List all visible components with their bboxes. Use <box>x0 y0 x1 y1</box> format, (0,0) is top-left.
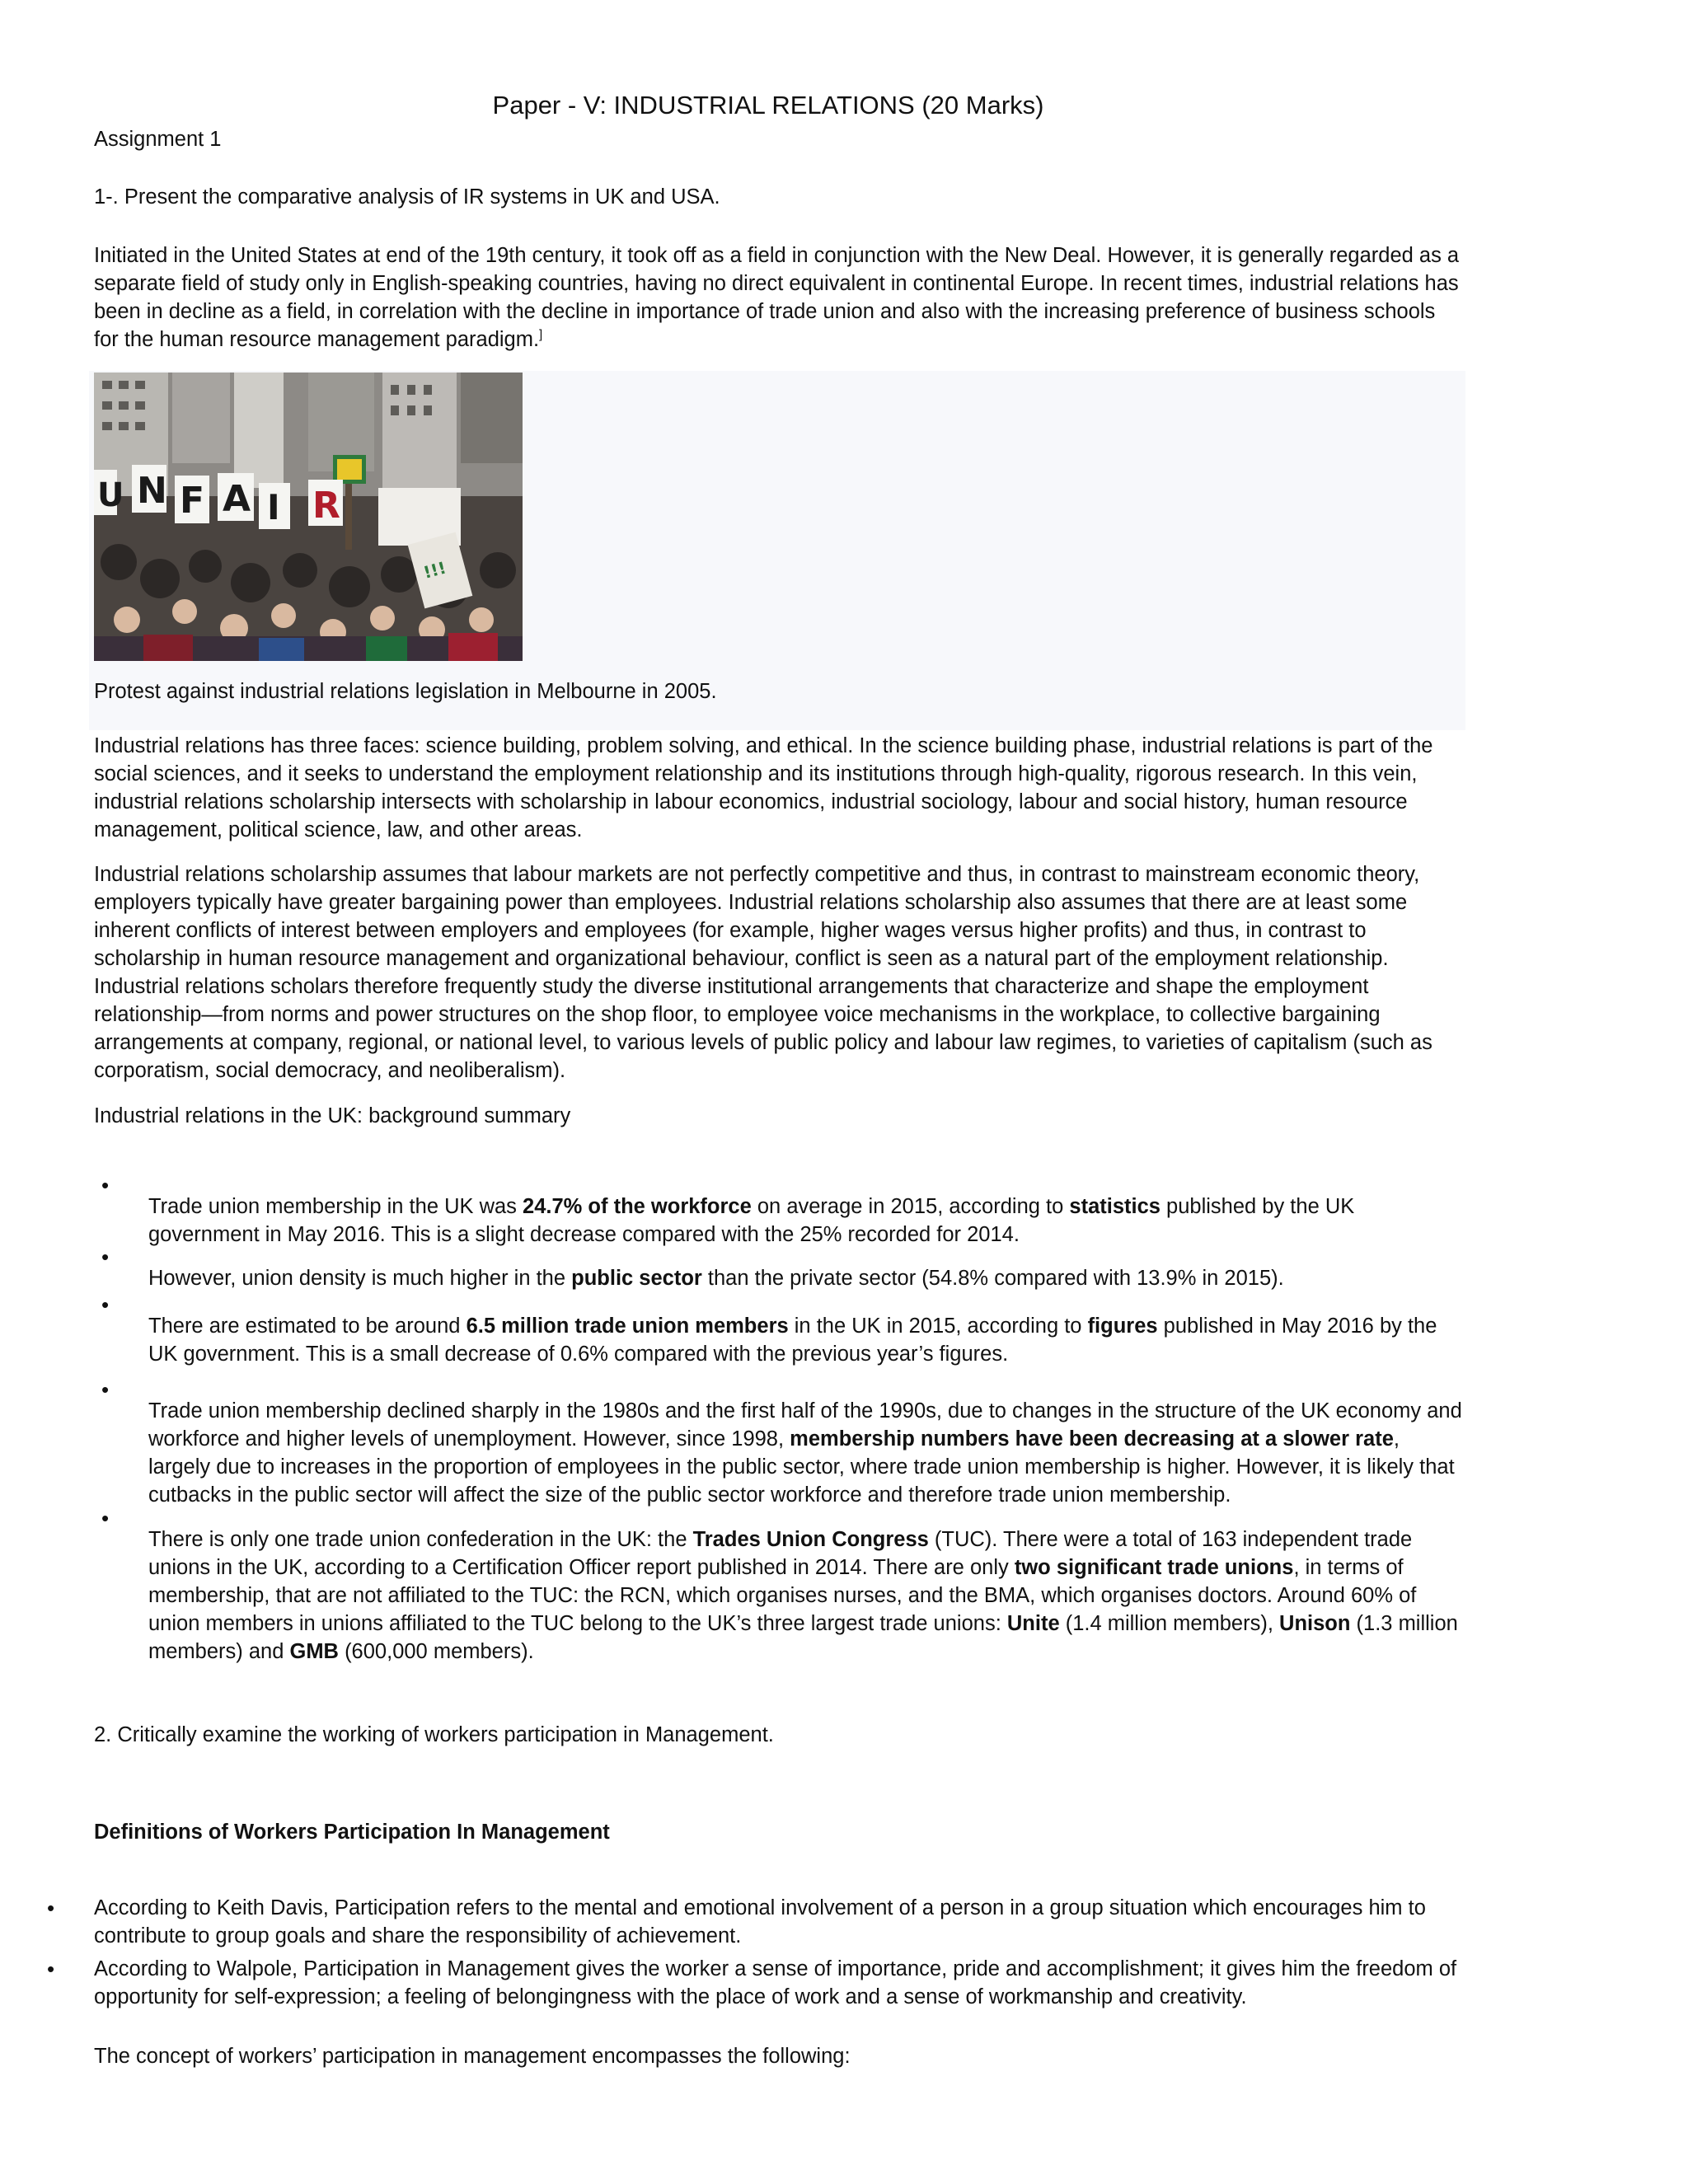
definition-walpole: According to Walpole, Participation in Management gives the worker a sense of importance, pride and accomplishment; it gives him the freedom of opportunity for self-expression; a feeling of belongingness with the place of work and a sense of workmanship and creativity. <box>94 1957 1457 2008</box>
bold-run: 24.7% of the workforce <box>523 1194 752 1218</box>
text-run: There are estimated to be around <box>148 1314 467 1338</box>
text-run: on average in 2015, according to <box>751 1194 1070 1218</box>
bullet-marker: • <box>101 1377 110 1402</box>
bold-run: statistics <box>1069 1194 1160 1218</box>
placard-letter: R <box>312 485 340 527</box>
bold-run: Unite <box>1006 1611 1060 1635</box>
uk-bullet-2 <box>148 1264 1467 1292</box>
bullet-marker: • <box>47 1896 55 1920</box>
text-run: Trade union membership in the UK was <box>148 1194 523 1218</box>
bullet-marker: • <box>101 1292 110 1317</box>
placard-letter: F <box>180 480 205 522</box>
photo-caption: Protest against industrial relations legislation in Melbourne in 2005. <box>94 680 717 703</box>
placard-letter: I <box>267 487 280 527</box>
text-run: (1.4 million members), <box>1059 1611 1280 1635</box>
text-run: There is only one trade union confederation in the UK: the <box>148 1527 693 1551</box>
text-run: (600,000 members). <box>338 1639 534 1663</box>
uk-bullet-1 <box>148 1193 1467 1249</box>
uk-bullet-5 <box>148 1526 1467 1666</box>
text-run: (1.3 million members) and <box>148 1611 1458 1663</box>
text-run: Trade union membership declined sharply in the 1980s and the first half of the 1990s, due to changes in the structure of the UK economy and workforce and higher levels of unemployment. However, since 1998, <box>148 1399 1462 1451</box>
bullet-marker: • <box>47 1957 55 1981</box>
bold-run: 6.5 million trade union members <box>466 1314 789 1338</box>
placard-letter: U <box>97 476 124 514</box>
bold-run: two significant trade unions <box>1014 1555 1294 1579</box>
uk-bullet-3 <box>148 1312 1467 1368</box>
text-run: , largely due to increases in the proportion of employees in the public sector, where trade union membership is higher. However, it is likely that cutbacks in the public sector will affect the size of the public sector workforce and therefore trade union membership. <box>148 1427 1455 1507</box>
definition-keith-davis: According to Keith Davis, Participation refers to the mental and emotional involvement of a person in a group situation which encourages him to contribute to group goals and share the responsibility of achievement. <box>94 1896 1426 1947</box>
definitions-heading: Definitions of Workers Participation In Management <box>94 1821 610 1844</box>
text-run: than the private sector (54.8% compared with 13.9% in 2015). <box>701 1266 1284 1290</box>
uk-summary-heading: Industrial relations in the UK: background summary <box>94 1104 571 1127</box>
concept-intro: The concept of workers’ participation in management encompasses the following: <box>94 2045 851 2068</box>
bold-run: membership numbers have been decreasing at a slower rate <box>790 1427 1394 1451</box>
bullet-marker: • <box>101 1244 110 1269</box>
text-run: (TUC). There were a total of 163 independent trade unions in the UK, according to a Certification Officer report published in 2014. There are only <box>148 1527 1413 1579</box>
intro-text: Initiated in the United States at end of the 19th century, it took off as a field in conjunction with the New Deal. However, it is generally regarded as a separate field of study only in English-speaking countries, having no direct equivalent in continental Europe. In recent times, industrial relations has been in decline as a field, in correlation with the decline in importance of trade union and also with the increasing preference of business schools for the human resource management paradigm. <box>94 244 1460 351</box>
question-2: 2. Critically examine the working of workers participation in Management. <box>94 1723 774 1746</box>
intro-paragraph <box>94 241 1462 354</box>
uk-bullet-4 <box>148 1397 1467 1509</box>
text-run: However, union density is much higher in the <box>148 1266 572 1290</box>
placard-letter: A <box>223 478 251 520</box>
protest-photo <box>94 373 523 661</box>
bold-run: public sector <box>571 1266 702 1290</box>
bullet-marker: • <box>101 1173 110 1197</box>
footnote-marker: ] <box>539 327 543 342</box>
text-run: published by the UK government in May 2016. This is a slight decrease compared with the 25% recorded for 2014. <box>148 1194 1355 1246</box>
bullet-marker: • <box>101 1506 110 1530</box>
text-run: published in May 2016 by the UK government. This is a small decrease of 0.6% compared with the previous year’s figures. <box>148 1314 1437 1366</box>
bold-run: Trades Union Congress <box>692 1527 929 1551</box>
text-run: in the UK in 2015, according to <box>788 1314 1088 1338</box>
three-faces-paragraph: Industrial relations has three faces: science building, problem solving, and ethical. In the science building phase, industrial relations is part of the social sciences, and it seeks to understand the employment relationship and its institutions through high-quality, rigorous research. In this vein, industrial relations scholarship intersects with scholarship in labour economics, industrial sociology, labour and social history, human resource management, political science, law, and other areas. <box>94 734 1433 841</box>
scholarship-paragraph: Industrial relations scholarship assumes that labour markets are not perfectly competitive and thus, in contrast to mainstream economic theory, employers typically have greater bargaining power than employees. Industrial relations scholarship also assumes that there are at least some inherent conflicts of interest between employers and employees (for example, higher wages versus higher profits) and thus, in contrast to scholarship in human resource management and organizational behaviour, conflict is seen as a natural part of the employment relationship. Industrial relations scholars therefore frequently study the diverse institutional arrangements that characterize and shape the employment relationship—from norms and power structures on the shop floor, to employee voice mechanisms in the workplace, to collective bargaining arrangements at company, regional, or national level, to various levels of public policy and labour law regimes, to varieties of capitalism (such as corporatism, social democracy, and neoliberalism). <box>94 863 1432 1082</box>
placard-letter: N <box>137 470 167 512</box>
page-title: Paper - V: INDUSTRIAL RELATIONS (20 Marks) <box>492 91 1044 120</box>
bold-run: GMB <box>289 1639 339 1663</box>
question-1: 1-. Present the comparative analysis of IR systems in UK and USA. <box>94 185 720 209</box>
bold-run: figures <box>1087 1314 1158 1338</box>
assignment-label: Assignment 1 <box>94 128 222 151</box>
svg-text:!!!: !!! <box>421 557 448 583</box>
text-run: , in terms of membership, that are not affiliated to the TUC: the RCN, which organises nurses, and the BMA, which organises doctors. Around 60% of union members in unions affiliated to the TUC belong to the UK’s three largest trade unions: <box>148 1555 1417 1635</box>
bold-run: Unison <box>1279 1611 1351 1635</box>
